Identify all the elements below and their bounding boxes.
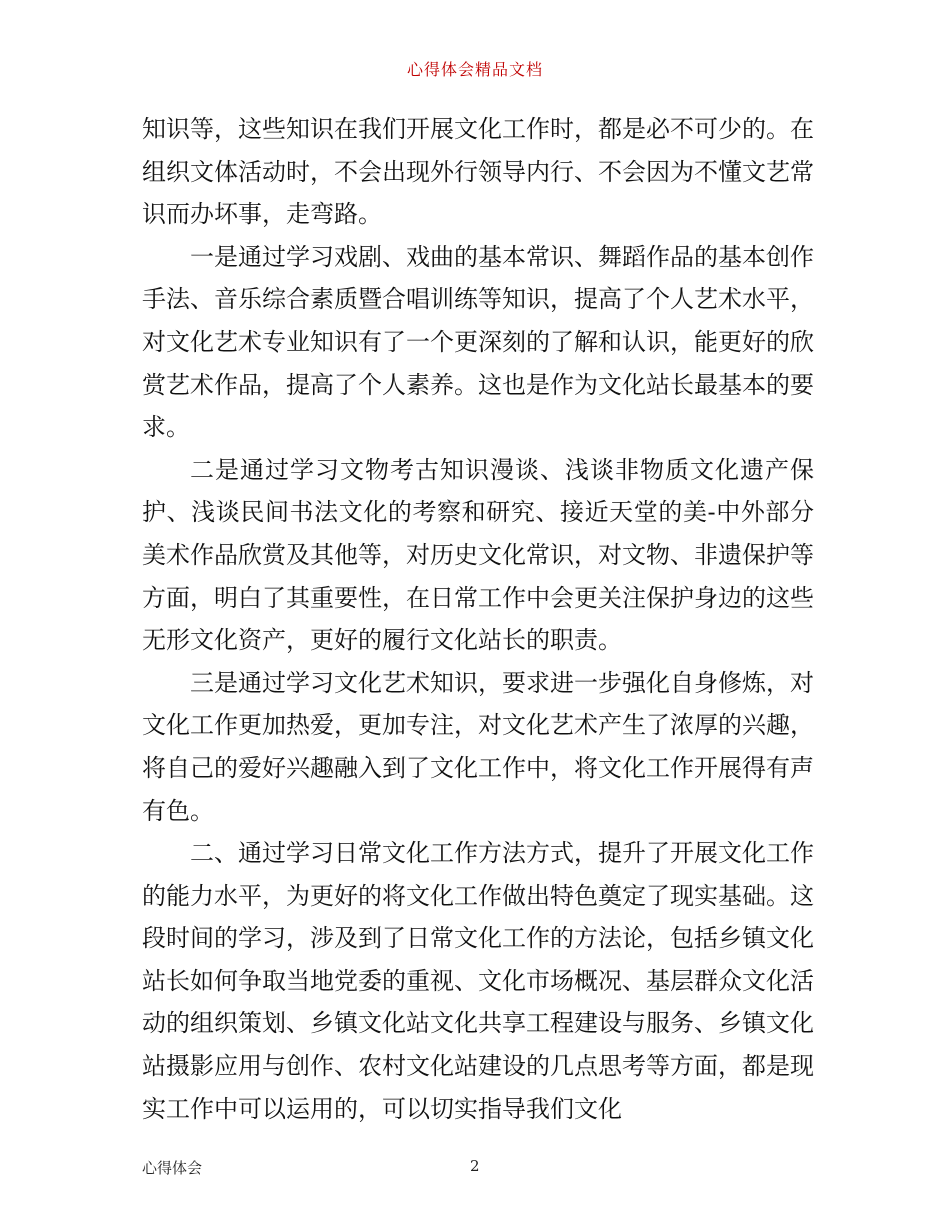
paragraph-3: 二是通过学习文物考古知识漫谈、浅谈非物质文化遗产保护、浅谈民间书法文化的考察和研究、接近天堂的美-中外部分美术作品欣赏及其他等，对历史文化常识，对文物、非遗保护等方面，明白了其重要性，在日常工作中会更关注保护身边的这些无形文化资产，更好的履行文化站长的职责。 bbox=[142, 455, 814, 655]
page-number: 2 bbox=[470, 1157, 480, 1175]
document-body bbox=[142, 108, 814, 1130]
paragraph-5: 二、通过学习日常文化工作方法方式，提升了开展文化工作的能力水平，为更好的将文化工作做出特色奠定了现实基础。这段时间的学习，涉及到了日常文化工作的方法论，包括乡镇文化站长如何争取当地党委的重视、文化市场概况、基层群众文化活动的组织策划、乡镇文化站文化共享工程建设与服务、乡镇文化站摄影应用与创作、农村文化站建设的几点思考等方面，都是现实工作中可以运用的，可以切实指导我们文化 bbox=[142, 839, 814, 1123]
page-header-title: 心得体会精品文档 bbox=[406, 60, 543, 79]
paragraph-1: 知识等，这些知识在我们开展文化工作时，都是必不可少的。在组织文体活动时，不会出现外行领导内行、不会因为不懂文艺常识而办坏事，走弯路。 bbox=[142, 115, 814, 229]
paragraph-2: 一是通过学习戏剧、戏曲的基本常识、舞蹈作品的基本创作手法、音乐综合素质暨合唱训练等知识，提高了个人艺术水平，对文化艺术专业知识有了一个更深刻的了解和认识，能更好的欣赏艺术作品，提高了个人素养。这也是作为文化站长最基本的要求。 bbox=[142, 242, 814, 442]
paragraph-4: 三是通过学习文化艺术知识，要求进一步强化自身修炼，对文化工作更加热爱，更加专注，对文化艺术产生了浓厚的兴趣，将自己的爱好兴趣融入到了文化工作中，将文化工作开展得有声有色。 bbox=[142, 668, 814, 825]
footer-label: 心得体会 bbox=[142, 1159, 203, 1177]
